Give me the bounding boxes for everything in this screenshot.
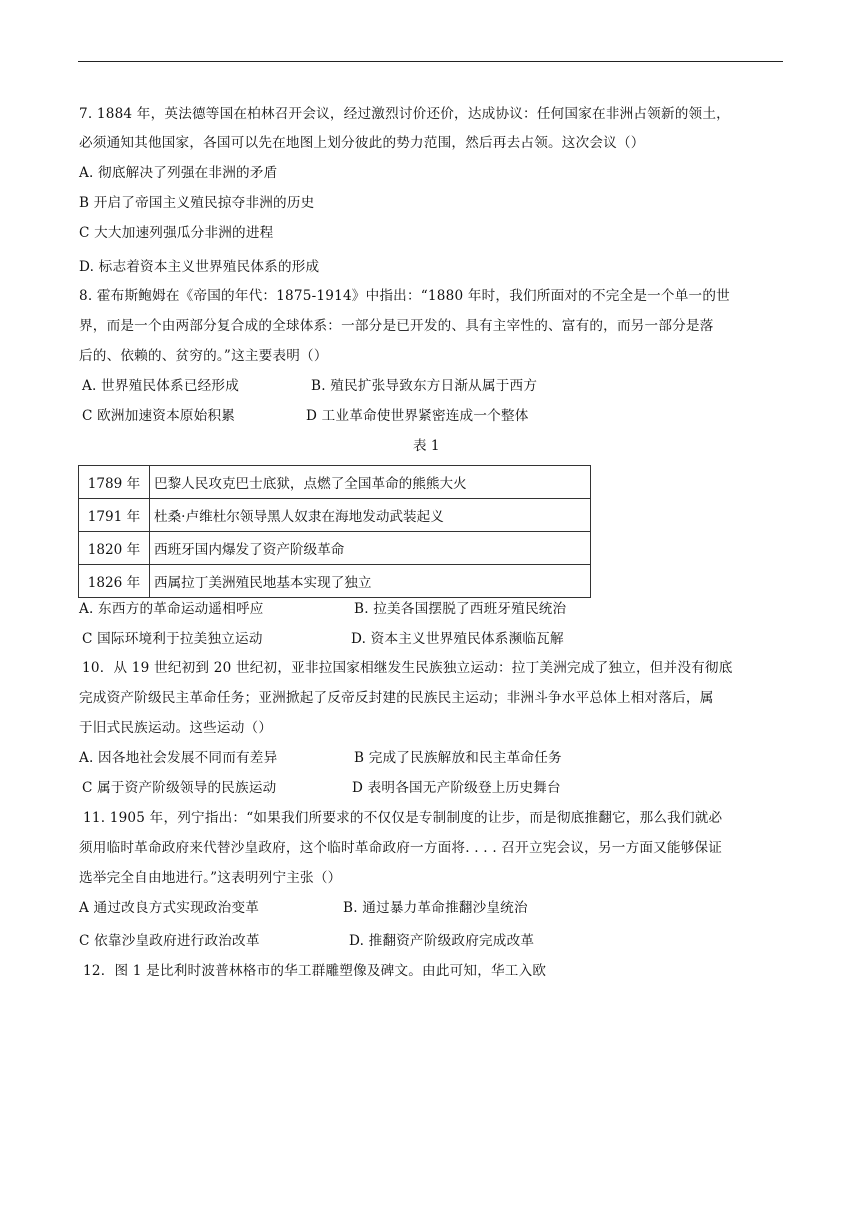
q7-option-d: D. 标志着资本主义世界殖民体系的形成: [79, 259, 320, 275]
events-table: [78, 465, 591, 598]
q10-option-a: A. 因各地社会发展不同而有差异: [79, 750, 278, 766]
q8-option-a: A. 世界殖民体系已经形成: [82, 378, 239, 394]
q7-stem-line2: 必须通知其他国家，各国可以先在地图上划分彼此的势力范围，然后再去占领。这次会议（）: [79, 135, 645, 151]
q7-option-c: C 大大加速列强瓜分非洲的进程: [79, 225, 274, 241]
q9-option-d: D. 资本主义世界殖民体系濒临瓦解: [351, 631, 564, 647]
q11-option-d: D. 推翻资产阶级政府完成改革: [349, 933, 535, 949]
q8-stem-line2: 界，而是一个由两部分复合成的全球体系：一部分是已开发的、具有主宰性的、富有的，而另一部分是落: [79, 318, 714, 334]
q11-stem-line3: 选举完全自由地进行。”这表明列宁主张（）: [79, 870, 342, 886]
q9-option-a: A. 东西方的革命运动遥相呼应: [79, 601, 264, 617]
q10-option-c: C 属于资产阶级领导的民族运动: [82, 780, 277, 796]
q10-stem-line1: 10．从 19 世纪初到 20 世纪初，亚非拉国家相继发生民族独立运动：拉丁美洲完成了独立，但并没有彻底: [82, 660, 733, 676]
q11-option-b: B. 通过暴力革命推翻沙皇统治: [343, 900, 528, 916]
table-row: [79, 532, 591, 565]
table-cell-year: 1789 年: [79, 466, 150, 499]
q7-stem-line1: 7. 1884 年，英法德等国在柏林召开会议，经过激烈讨价还价，达成协议：任何国家在非洲占领新的领土，: [79, 106, 730, 122]
q11-stem-line2: 须用临时革命政府来代替沙皇政府，这个临时革命政府一方面将. . . . 召开立宪会议，另一方面又能够保证: [79, 840, 723, 856]
table-row: [79, 466, 591, 499]
q10-stem-line2: 完成资产阶级民主革命任务；亚洲掀起了反帝反封建的民族民主运动；非洲斗争水平总体上相对落后，属: [79, 690, 714, 706]
table-caption: 表 1: [413, 438, 440, 454]
table-cell-event: 西班牙国内爆发了资产阶级革命: [150, 532, 591, 565]
table-cell-year: 1820 年: [79, 532, 150, 565]
table-row: [79, 565, 591, 598]
q11-stem-line1: 11. 1905 年，列宁指出：“如果我们所要求的不仅仅是专制制度的让步，而是彻底推翻它，那么我们就必: [83, 810, 723, 826]
q10-option-d: D 表明各国无产阶级登上历史舞台: [352, 780, 561, 796]
q9-option-b: B. 拉美各国摆脱了西班牙殖民统治: [354, 601, 567, 617]
table-cell-event: 杜桑·卢维杜尔领导黑人奴隶在海地发动武装起义: [150, 499, 591, 532]
q11-option-c: C 依靠沙皇政府进行政治改革: [79, 933, 260, 949]
table-row: [79, 499, 591, 532]
q12-stem-line1: 12．图 1 是比利时波普林格市的华工群雕塑像及碑文。由此可知，华工入欧: [83, 963, 547, 979]
q8-option-b: B. 殖民扩张导致东方日渐从属于西方: [311, 378, 538, 394]
q10-stem-line3: 于旧式民族运动。这些运动（）: [79, 720, 273, 736]
q7-option-b: B 开启了帝国主义殖民掠夺非洲的历史: [79, 195, 315, 211]
q11-option-a: A 通过改良方式实现政治变革: [79, 900, 260, 916]
q9-option-c: C 国际环境利于拉美独立运动: [82, 631, 263, 647]
table-cell-year: 1826 年: [79, 565, 150, 598]
q8-stem-line3: 后的、依赖的、贫穷的。”这主要表明（）: [79, 348, 328, 364]
header-rule: [78, 61, 783, 62]
table-cell-event: 巴黎人民攻克巴士底狱，点燃了全国革命的熊熊大火: [150, 466, 591, 499]
q8-stem-line1: 8. 霍布斯鲍姆在《帝国的年代：1875-1914》中指出：“1880 年时，我们所面对的不完全是一个单一的世: [79, 288, 730, 304]
table-cell-event: 西属拉丁美洲殖民地基本实现了独立: [150, 565, 591, 598]
q8-option-c: C 欧洲加速资本原始积累: [82, 408, 236, 424]
q8-option-d: D 工业革命使世界紧密连成一个整体: [306, 408, 529, 424]
q10-option-b: B 完成了民族解放和民主革命任务: [354, 750, 562, 766]
q7-option-a: A. 彻底解决了列强在非洲的矛盾: [79, 165, 278, 181]
table-cell-year: 1791 年: [79, 499, 150, 532]
